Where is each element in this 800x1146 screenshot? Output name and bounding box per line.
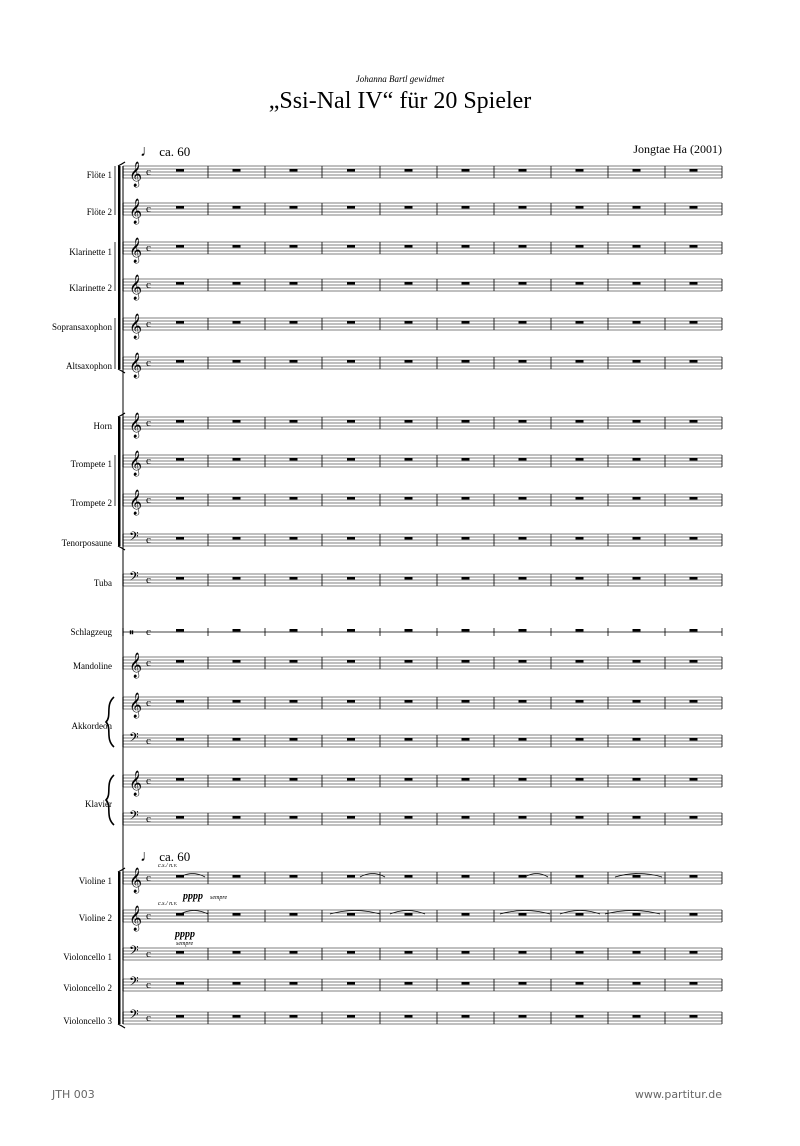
label-klavier: Klavier	[85, 799, 112, 809]
svg-text:𝄞: 𝄞	[129, 162, 143, 187]
label-violoncello-3: Violoncello 3	[63, 1016, 112, 1026]
svg-text:𝄞: 𝄞	[129, 868, 143, 893]
svg-text:𝄢: 𝄢	[129, 974, 139, 992]
label-violoncello-2: Violoncello 2	[63, 983, 112, 993]
label-violoncello-1: Violoncello 1	[63, 952, 112, 962]
vl1-technique: c.s./ n.v.	[158, 863, 178, 869]
svg-text:c: c	[146, 1012, 151, 1024]
label-tuba: Tuba	[93, 578, 112, 588]
label-horn: Horn	[93, 421, 112, 431]
svg-text:𝄢: 𝄢	[129, 569, 139, 587]
svg-text:c: c	[146, 203, 151, 215]
label-altsaxophon: Altsaxophon	[66, 361, 112, 371]
label-violine-2: Violine 2	[78, 913, 112, 923]
label-klarinette-2: Klarinette 2	[69, 283, 112, 293]
svg-text:c: c	[146, 357, 151, 369]
label-violine-1: Violine 1	[78, 876, 112, 886]
svg-text:c: c	[146, 657, 151, 669]
tempo-value-strings: ca. 60	[159, 849, 191, 864]
label-mandoline: Mandoline	[73, 661, 112, 671]
svg-text:c: c	[146, 534, 151, 546]
svg-text:𝄞: 𝄞	[129, 906, 143, 931]
svg-text:𝄢: 𝄢	[129, 1007, 139, 1025]
label-akkordeon: Akkordeon	[71, 721, 112, 731]
vl1-dynamic: pppp	[183, 891, 203, 902]
svg-text:c: c	[146, 166, 151, 178]
vl2-expression: sempre	[176, 941, 194, 947]
svg-text:𝄞: 𝄞	[129, 771, 143, 796]
tempo-value-top: ca. 60	[159, 144, 191, 159]
svg-text:c: c	[146, 242, 151, 254]
vl1-expression: sempre	[210, 895, 228, 901]
svg-text:𝄞: 𝄞	[129, 238, 143, 263]
dedication: Johanna Bartl gewidmet	[355, 74, 445, 84]
svg-text:𝄞: 𝄞	[129, 653, 143, 678]
svg-text:𝄢: 𝄢	[129, 730, 139, 748]
label-trompete-1: Trompete 1	[70, 459, 112, 469]
svg-text:c: c	[146, 979, 151, 991]
svg-text:𝄢: 𝄢	[129, 808, 139, 826]
label-klarinette-1: Klarinette 1	[69, 247, 112, 257]
svg-text:c: c	[146, 417, 151, 429]
svg-text:c: c	[146, 626, 151, 638]
svg-text:𝄞: 𝄞	[129, 693, 143, 718]
svg-text:c: c	[146, 494, 151, 506]
svg-text:c: c	[146, 697, 151, 709]
svg-text:𝄢: 𝄢	[129, 529, 139, 547]
svg-text:𝄞: 𝄞	[129, 490, 143, 515]
label-tenorposaune: Tenorposaune	[61, 538, 112, 548]
svg-text:c: c	[146, 735, 151, 747]
label-floete-2: Flöte 2	[86, 207, 112, 217]
footer-website: www.partitur.de	[634, 1088, 722, 1101]
svg-text:𝄞: 𝄞	[129, 199, 143, 224]
svg-text:c: c	[146, 813, 151, 825]
label-sopransaxophon: Sopransaxophon	[52, 322, 112, 332]
svg-text:c: c	[146, 279, 151, 291]
svg-text:𝄞: 𝄞	[129, 314, 143, 339]
svg-text:c: c	[146, 948, 151, 960]
label-schlagzeug: Schlagzeug	[70, 627, 112, 637]
svg-text:c: c	[146, 574, 151, 586]
svg-text:𝄢: 𝄢	[129, 943, 139, 961]
svg-text:c: c	[146, 910, 151, 922]
vl2-dynamic: pppp	[175, 929, 195, 940]
svg-text:c: c	[146, 872, 151, 884]
composer: Jongtae Ha (2001)	[633, 142, 722, 156]
svg-text:c: c	[146, 318, 151, 330]
quarter-note-icon: ♩	[140, 143, 156, 160]
label-floete-1: Flöte 1	[86, 170, 112, 180]
svg-text:𝄞: 𝄞	[129, 275, 143, 300]
svg-text:𝄥: 𝄥	[130, 628, 133, 639]
footer-catalog: JTH 003	[52, 1088, 95, 1101]
score-title: „Ssi-Nal IV“ für 20 Spieler	[268, 88, 532, 114]
quarter-note-icon: ♩	[140, 848, 156, 865]
svg-text:c: c	[146, 775, 151, 787]
svg-text:𝄞: 𝄞	[129, 353, 143, 378]
label-trompete-2: Trompete 2	[70, 498, 112, 508]
svg-text:c: c	[146, 455, 151, 467]
svg-text:𝄞: 𝄞	[129, 413, 143, 438]
vl2-technique: c.s./ n.v.	[158, 901, 178, 907]
svg-text:𝄞: 𝄞	[129, 451, 143, 476]
